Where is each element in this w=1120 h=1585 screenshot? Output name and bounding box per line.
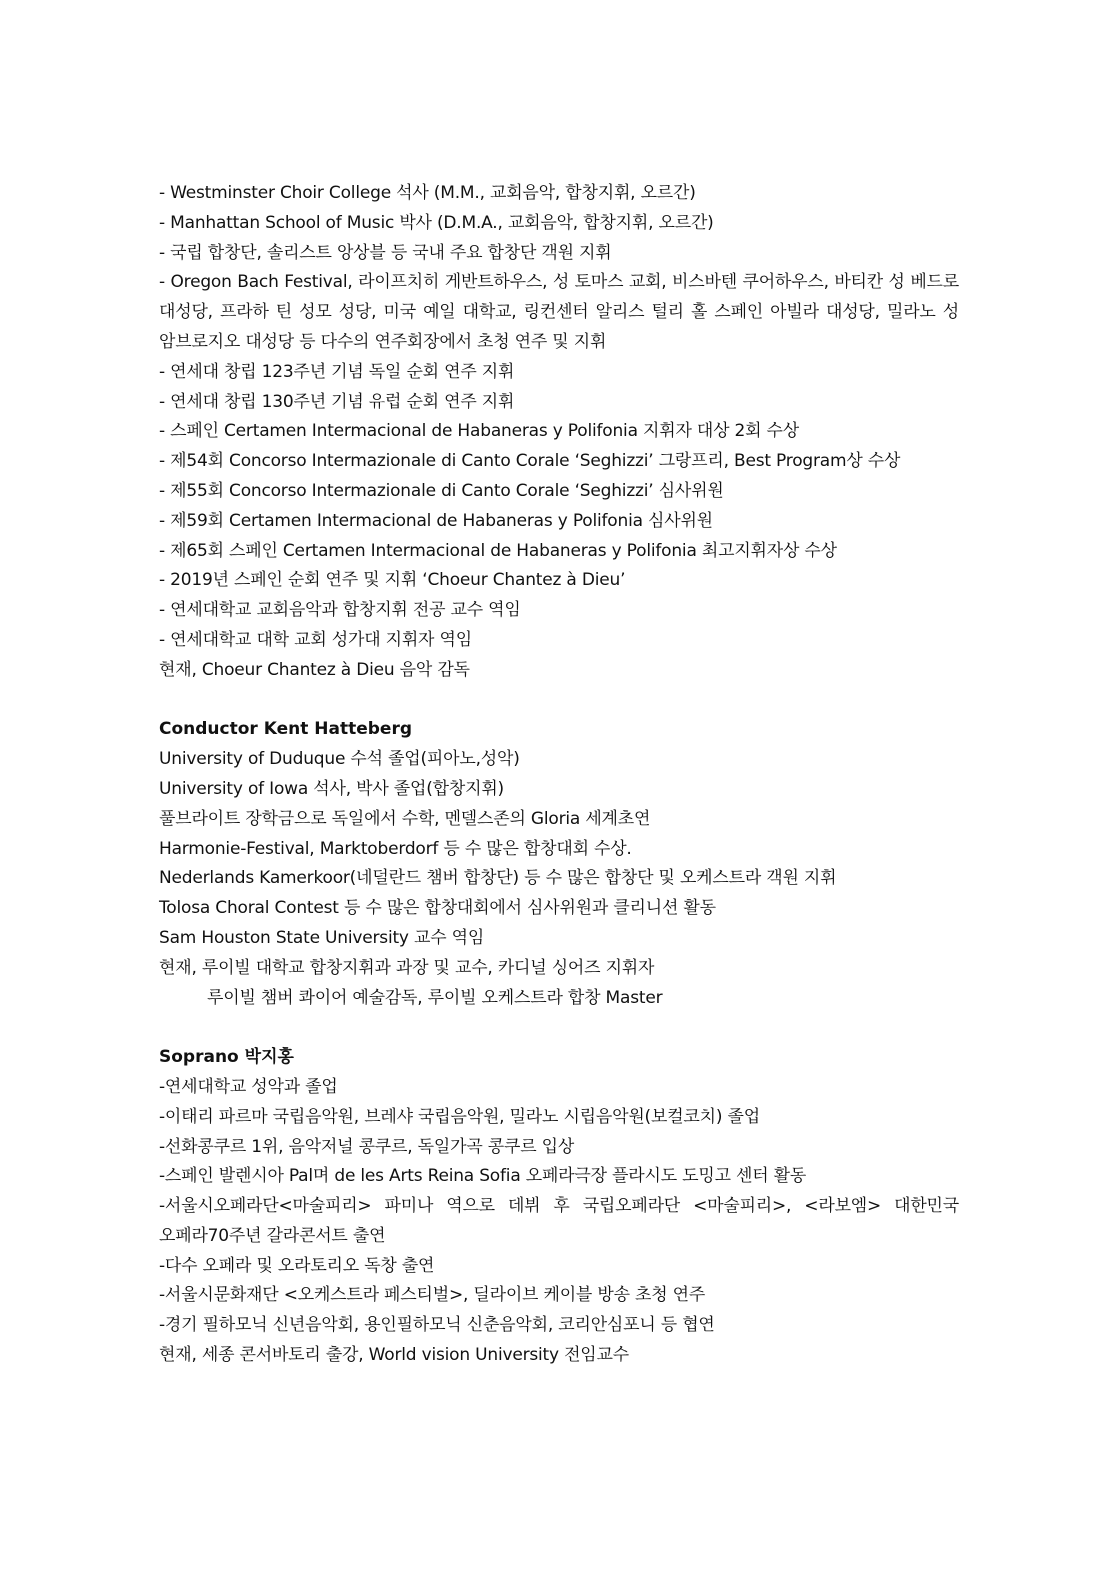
bio-line: -연세대학교 성악과 졸업 bbox=[159, 1076, 338, 1097]
bio-line: - 연세대 창립 123주년 기념 독일 순회 연주 지휘 bbox=[159, 361, 515, 382]
bio-line: - 연세대 창립 130주년 기념 유럽 순회 연주 지휘 bbox=[159, 391, 515, 412]
bio-line: 풀브라이트 장학금으로 독일에서 수학, 멘델스존의 Gloria 세계초연 bbox=[159, 808, 651, 829]
bio-line: -서울시오페라단<마술피리> 파미나 역으로 데뷔 후 국립오페라단 <마술피리>, <라보엠> 대한민국 오페라70주년 갈라콘서트 출연 bbox=[159, 1196, 959, 1246]
bio-line: - 제59회 Certamen Intermacional de Habaneras y Polifonia 심사위원 bbox=[159, 510, 713, 531]
document-page bbox=[159, 179, 959, 1371]
bio-line: University of Iowa 석사, 박사 졸업(합창지휘) bbox=[159, 778, 504, 799]
bio-line: University of Duduque 수석 졸업(피아노,성악) bbox=[159, 749, 520, 770]
section-spacer bbox=[159, 1013, 959, 1043]
bio-line: - 연세대학교 대학 교회 성가대 지휘자 역임 bbox=[159, 629, 472, 650]
bio-line: Nederlands Kamerkoor(네덜란드 챔버 합창단) 등 수 많은 합창단 및 오케스트라 객원 지휘 bbox=[159, 868, 837, 889]
bio-line-indented: 루이빌 챔버 콰이어 예술감독, 루이빌 오케스트라 합창 Master bbox=[207, 987, 663, 1008]
bio-line: Harmonie-Festival, Marktoberdorf 등 수 많은 합창대회 수상. bbox=[159, 838, 632, 859]
bio-line: - 제54회 Concorso Intermazionale di Canto Corale ‘Seghizzi’ 그랑프리, Best Program상 수상 bbox=[159, 451, 901, 472]
bio-line: - Oregon Bach Festival, 라이프치히 게반트하우스, 성 토마스 교회, 비스바텐 쿠어하우스, 바티칸 성 베드로 대성당, 프라하 틴 성모 성당, 미국 예일 대학교, 링컨센터 알리스 털리 홀 스페인 아빌라 대성당, 밀라노 성 암브로지오 대성당 등 다수의 연주회장에서 초청 연주 및 지휘 bbox=[159, 272, 959, 352]
bio-line: -경기 필하모닉 신년음악회, 용인필하모닉 신춘음악회, 코리안심포니 등 협연 bbox=[159, 1315, 715, 1336]
bio-line: - 연세대학교 교회음악과 합창지휘 전공 교수 역임 bbox=[159, 600, 521, 621]
bio-line: -선화콩쿠르 1위, 음악저널 콩쿠르, 독일가곡 콩쿠르 입상 bbox=[159, 1136, 575, 1157]
bio-line: -다수 오페라 및 오라토리오 독창 출연 bbox=[159, 1255, 435, 1276]
bio-line: - 스페인 Certamen Intermacional de Habaneras y Polifonia 지휘자 대상 2회 수상 bbox=[159, 421, 800, 442]
bio-line: 현재, 세종 콘서바토리 출강, World vision University 전임교수 bbox=[159, 1345, 629, 1366]
bio-line: -이태리 파르마 국립음악원, 브레샤 국립음악원, 밀라노 시립음악원(보컬코치) 졸업 bbox=[159, 1106, 760, 1127]
section-spacer bbox=[159, 686, 959, 716]
bio-line: -스페인 발렌시아 Pal며 de les Arts Reina Sofia 오페라극장 플라시도 도밍고 센터 활동 bbox=[159, 1166, 807, 1187]
bio-line: -서울시문화재단 <오케스트라 페스티벌>, 딜라이브 케이블 방송 초청 연주 bbox=[159, 1285, 706, 1306]
section-title: Soprano 박지홍 bbox=[159, 1047, 294, 1068]
section-title: Conductor Kent Hatteberg bbox=[159, 719, 412, 740]
bio-line: - Westminster Choir College 석사 (M.M., 교회음악, 합창지휘, 오르간) bbox=[159, 183, 696, 203]
section-conductor-1 bbox=[159, 179, 959, 686]
bio-line: 현재, Choeur Chantez à Dieu 음악 감독 bbox=[159, 659, 470, 680]
section-soprano bbox=[159, 1043, 959, 1371]
bio-line: - 국립 합창단, 솔리스트 앙상블 등 국내 주요 합창단 객원 지휘 bbox=[159, 242, 612, 263]
bio-line: 현재, 루이빌 대학교 합창지휘과 과장 및 교수, 카디널 싱어즈 지휘자 bbox=[159, 957, 655, 978]
bio-line: - 제55회 Concorso Intermazionale di Canto Corale ‘Seghizzi’ 심사위원 bbox=[159, 480, 724, 501]
bio-line: - Manhattan School of Music 박사 (D.M.A., 교회음악, 합창지휘, 오르간) bbox=[159, 212, 714, 233]
bio-line: Sam Houston State University 교수 역임 bbox=[159, 927, 485, 948]
section-conductor-2 bbox=[159, 715, 959, 1013]
bio-line: Tolosa Choral Contest 등 수 많은 합창대회에서 심사위원과 클리니션 활동 bbox=[159, 898, 716, 919]
bio-line: - 2019년 스페인 순회 연주 및 지휘 ‘Choeur Chantez à Dieu’ bbox=[159, 570, 626, 591]
bio-line: - 제65회 스페인 Certamen Intermacional de Habaneras y Polifonia 최고지휘자상 수상 bbox=[159, 540, 837, 561]
